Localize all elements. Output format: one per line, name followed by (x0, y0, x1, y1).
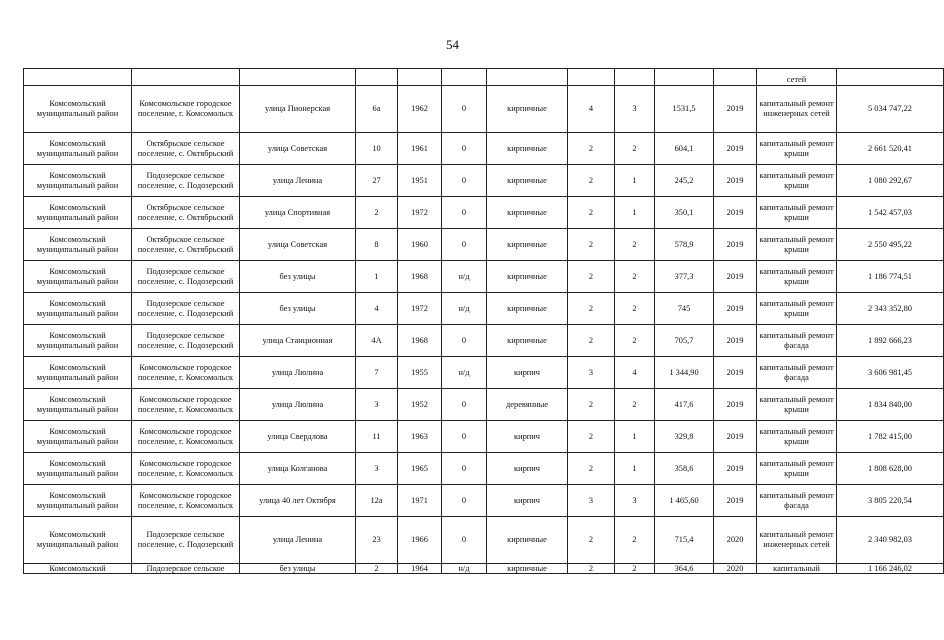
plan-year-cell: 2019 (714, 197, 757, 229)
floors-cell: 2 (568, 325, 615, 357)
house-number-cell: 3 (356, 453, 398, 485)
entrances-cell: 3 (615, 86, 655, 133)
work-type-cell: капитальный ремонт крыши (757, 421, 837, 453)
wall-material-cell: кирпичные (487, 133, 568, 165)
status-cell: 0 (442, 165, 487, 197)
build-year-cell: 1961 (398, 133, 442, 165)
district-cell: Комсомольский муниципальный район (24, 229, 132, 261)
status-cell: 0 (442, 421, 487, 453)
entrances-cell: 2 (615, 564, 655, 574)
floor-area-cell: 705,7 (655, 325, 714, 357)
street-cell: улица 40 лет Октября (240, 485, 356, 517)
house-number-cell: 4 (356, 293, 398, 325)
settlement-cell: Подозерское сельское поселение, с. Подозерский (132, 325, 240, 357)
floors-cell: 2 (568, 261, 615, 293)
entrances-cell: 1 (615, 197, 655, 229)
district-cell: Комсомольский муниципальный район (24, 389, 132, 421)
work-type-cell: капитальный ремонт инженерных сетей (757, 86, 837, 133)
floors-cell: 2 (568, 389, 615, 421)
street-cell: улица Люлина (240, 389, 356, 421)
district-cell: Комсомольский муниципальный район (24, 357, 132, 389)
floor-area-cell: 329,8 (655, 421, 714, 453)
wall-material-cell: кирпичные (487, 86, 568, 133)
table-row (24, 517, 944, 564)
wall-material-cell: кирпичные (487, 325, 568, 357)
street-cell: улица Спортивная (240, 197, 356, 229)
work-type-cell: капитальный ремонт крыши (757, 133, 837, 165)
district-cell: Комсомольский муниципальный район (24, 485, 132, 517)
cost-cell: 1 782 415,00 (837, 421, 944, 453)
district-cell: Комсомольский муниципальный район (24, 261, 132, 293)
street-cell: улица Колганова (240, 453, 356, 485)
floor-area-cell: 245,2 (655, 165, 714, 197)
build-year-cell: 1955 (398, 357, 442, 389)
table-row (24, 389, 944, 421)
status-cell: 0 (442, 325, 487, 357)
house-number-cell: 2 (356, 197, 398, 229)
status-cell: 0 (442, 133, 487, 165)
work-type-cell: капитальный ремонт крыши (757, 453, 837, 485)
district-cell: Комсомольский муниципальный район (24, 517, 132, 564)
floor-area-cell: 417,6 (655, 389, 714, 421)
work-type-cell: капитальный ремонт фасада (757, 325, 837, 357)
cost-cell: 1 892 666,23 (837, 325, 944, 357)
page-number: 54 (446, 37, 459, 52)
build-year-cell: 1966 (398, 517, 442, 564)
district-cell: Комсомольский муниципальный район (24, 86, 132, 133)
house-number-cell: 6а (356, 86, 398, 133)
floors-cell: 2 (568, 564, 615, 574)
work-type-cell: капитальный ремонт фасада (757, 357, 837, 389)
cost-cell: 1 834 840,00 (837, 389, 944, 421)
floor-area-cell: 715,4 (655, 517, 714, 564)
build-year-cell: 1952 (398, 389, 442, 421)
table-row-continued (24, 69, 944, 86)
house-number-cell: 8 (356, 229, 398, 261)
table-row (24, 293, 944, 325)
build-year-cell: 1962 (398, 86, 442, 133)
floor-area-cell: 1 465,60 (655, 485, 714, 517)
entrances-cell: 2 (615, 325, 655, 357)
settlement-cell: Комсомольское городское поселение, г. Комсомольск (132, 421, 240, 453)
settlement-cell: Комсомольское городское поселение, г. Комсомольск (132, 453, 240, 485)
build-year-cell: 1960 (398, 229, 442, 261)
floor-area-cell: 364,6 (655, 564, 714, 574)
wall-material-cell: кирпичные (487, 293, 568, 325)
floors-cell: 3 (568, 485, 615, 517)
district-cell: Комсомольский муниципальный район (24, 197, 132, 229)
status-cell: 0 (442, 389, 487, 421)
cost-cell: 1 080 292,67 (837, 165, 944, 197)
entrances-cell: 2 (615, 517, 655, 564)
wall-material-cell: кирпичные (487, 197, 568, 229)
cost-cell: 2 661 520,41 (837, 133, 944, 165)
house-number-cell: 7 (356, 357, 398, 389)
build-year-cell: 1963 (398, 421, 442, 453)
settlement-cell: Подозерское сельское поселение, с. Подозерский (132, 261, 240, 293)
wall-material-cell: кирпичные (487, 517, 568, 564)
plan-year-cell: 2020 (714, 564, 757, 574)
status-cell: н/д (442, 293, 487, 325)
district-cell: Комсомольский муниципальный район (24, 421, 132, 453)
cost-cell: 3 606 981,45 (837, 357, 944, 389)
work-type-cell: сетей (757, 69, 837, 86)
floors-cell: 2 (568, 421, 615, 453)
build-year-cell: 1965 (398, 453, 442, 485)
cost-cell: 3 805 220,54 (837, 485, 944, 517)
entrances-cell: 4 (615, 357, 655, 389)
floors-cell: 2 (568, 229, 615, 261)
house-number-cell: 10 (356, 133, 398, 165)
build-year-cell: 1972 (398, 197, 442, 229)
house-number-cell: 11 (356, 421, 398, 453)
floor-area-cell: 358,6 (655, 453, 714, 485)
floors-cell: 4 (568, 86, 615, 133)
district-cell: Комсомольский муниципальный район (24, 165, 132, 197)
table-row (24, 86, 944, 133)
settlement-cell: Октябрьское сельское поселение, с. Октябрьский (132, 133, 240, 165)
street-cell: улица Советская (240, 229, 356, 261)
work-type-cell: капитальный ремонт крыши (757, 229, 837, 261)
work-type-cell: капитальный ремонт крыши (757, 261, 837, 293)
housing-repair-table (23, 68, 944, 574)
entrances-cell: 2 (615, 229, 655, 261)
table-row (24, 485, 944, 517)
plan-year-cell: 2019 (714, 133, 757, 165)
entrances-cell: 2 (615, 261, 655, 293)
plan-year-cell: 2019 (714, 229, 757, 261)
street-cell: без улицы (240, 261, 356, 293)
street-cell: улица Пионерская (240, 86, 356, 133)
house-number-cell: 27 (356, 165, 398, 197)
build-year-cell: 1964 (398, 564, 442, 574)
settlement-cell: Подозерское сельское поселение, с. Подозерский (132, 517, 240, 564)
entrances-cell: 2 (615, 293, 655, 325)
plan-year-cell: 2020 (714, 517, 757, 564)
plan-year-cell: 2019 (714, 421, 757, 453)
district-cell: Комсомольский муниципальный район (24, 293, 132, 325)
settlement-cell: Комсомольское городское поселение, г. Комсомольск (132, 86, 240, 133)
table-row (24, 421, 944, 453)
street-cell: улица Свердлова (240, 421, 356, 453)
house-number-cell: 4А (356, 325, 398, 357)
settlement-cell: Подозерское сельское поселение, с. Подозерский (132, 165, 240, 197)
district-cell: Комсомольский муниципальный район (24, 133, 132, 165)
work-type-cell: капитальный ремонт крыши (757, 389, 837, 421)
floor-area-cell: 604,1 (655, 133, 714, 165)
settlement-cell: Октябрьское сельское поселение, с. Октябрьский (132, 229, 240, 261)
street-cell: улица Станционная (240, 325, 356, 357)
entrances-cell: 2 (615, 133, 655, 165)
street-cell: улица Люлина (240, 357, 356, 389)
settlement-cell: Подозерское сельское (132, 564, 240, 574)
street-cell: улица Ленина (240, 165, 356, 197)
wall-material-cell: кирпичные (487, 229, 568, 261)
house-number-cell: 1 (356, 261, 398, 293)
settlement-cell: Комсомольское городское поселение, г. Комсомольск (132, 357, 240, 389)
work-type-cell: капитальный ремонт инженерных сетей (757, 517, 837, 564)
table-row (24, 197, 944, 229)
table-row (24, 564, 944, 574)
cost-cell: 1 186 774,51 (837, 261, 944, 293)
street-cell: улица Ленина (240, 517, 356, 564)
build-year-cell: 1951 (398, 165, 442, 197)
settlement-cell: Комсомольское городское поселение, г. Комсомольск (132, 485, 240, 517)
table-row (24, 357, 944, 389)
street-cell: улица Советская (240, 133, 356, 165)
floors-cell: 2 (568, 165, 615, 197)
cost-cell: 1 808 628,00 (837, 453, 944, 485)
table-row (24, 325, 944, 357)
status-cell: н/д (442, 564, 487, 574)
settlement-cell: Подозерское сельское поселение, с. Подозерский (132, 293, 240, 325)
floor-area-cell: 1531,5 (655, 86, 714, 133)
entrances-cell: 1 (615, 165, 655, 197)
build-year-cell: 1972 (398, 293, 442, 325)
plan-year-cell: 2019 (714, 325, 757, 357)
status-cell: н/д (442, 261, 487, 293)
house-number-cell: 12а (356, 485, 398, 517)
plan-year-cell: 2019 (714, 165, 757, 197)
house-number-cell: 23 (356, 517, 398, 564)
floor-area-cell: 578,9 (655, 229, 714, 261)
floors-cell: 3 (568, 357, 615, 389)
wall-material-cell: кирпичные (487, 261, 568, 293)
cost-cell: 2 340 982,03 (837, 517, 944, 564)
wall-material-cell: кирпич (487, 485, 568, 517)
district-cell: Комсомольский (24, 564, 132, 574)
build-year-cell: 1968 (398, 261, 442, 293)
work-type-cell: капитальный ремонт крыши (757, 293, 837, 325)
district-cell: Комсомольский муниципальный район (24, 325, 132, 357)
plan-year-cell: 2019 (714, 389, 757, 421)
table-row (24, 165, 944, 197)
wall-material-cell: кирпичные (487, 564, 568, 574)
work-type-cell: капитальный (757, 564, 837, 574)
status-cell: 0 (442, 229, 487, 261)
work-type-cell: капитальный ремонт фасада (757, 485, 837, 517)
street-cell: без улицы (240, 564, 356, 574)
house-number-cell: 3 (356, 389, 398, 421)
floors-cell: 2 (568, 197, 615, 229)
settlement-cell: Комсомольское городское поселение, г. Комсомольск (132, 389, 240, 421)
plan-year-cell: 2019 (714, 357, 757, 389)
wall-material-cell: кирпич (487, 453, 568, 485)
wall-material-cell: кирпич (487, 357, 568, 389)
status-cell: 0 (442, 485, 487, 517)
plan-year-cell: 2019 (714, 293, 757, 325)
district-cell: Комсомольский муниципальный район (24, 453, 132, 485)
work-type-cell: капитальный ремонт крыши (757, 197, 837, 229)
plan-year-cell: 2019 (714, 485, 757, 517)
build-year-cell: 1968 (398, 325, 442, 357)
cost-cell: 1 166 246,02 (837, 564, 944, 574)
entrances-cell: 1 (615, 453, 655, 485)
wall-material-cell: деревянные (487, 389, 568, 421)
floors-cell: 2 (568, 293, 615, 325)
table-row (24, 133, 944, 165)
status-cell: 0 (442, 517, 487, 564)
status-cell: н/д (442, 357, 487, 389)
status-cell: 0 (442, 197, 487, 229)
status-cell: 0 (442, 86, 487, 133)
entrances-cell: 1 (615, 421, 655, 453)
floor-area-cell: 377,3 (655, 261, 714, 293)
cost-cell: 2 550 495,22 (837, 229, 944, 261)
wall-material-cell: кирпич (487, 421, 568, 453)
table-row (24, 261, 944, 293)
entrances-cell: 3 (615, 485, 655, 517)
settlement-cell: Октябрьское сельское поселение, с. Октябрьский (132, 197, 240, 229)
status-cell: 0 (442, 453, 487, 485)
floor-area-cell: 1 344,90 (655, 357, 714, 389)
cost-cell: 5 034 747,22 (837, 86, 944, 133)
build-year-cell: 1971 (398, 485, 442, 517)
floor-area-cell: 350,1 (655, 197, 714, 229)
house-number-cell: 2 (356, 564, 398, 574)
work-type-cell: капитальный ремонт крыши (757, 165, 837, 197)
wall-material-cell: кирпичные (487, 165, 568, 197)
street-cell: без улицы (240, 293, 356, 325)
plan-year-cell: 2019 (714, 261, 757, 293)
floors-cell: 2 (568, 453, 615, 485)
table-row (24, 453, 944, 485)
floors-cell: 2 (568, 133, 615, 165)
entrances-cell: 2 (615, 389, 655, 421)
table-row (24, 229, 944, 261)
plan-year-cell: 2019 (714, 453, 757, 485)
floors-cell: 2 (568, 517, 615, 564)
floor-area-cell: 745 (655, 293, 714, 325)
cost-cell: 1 542 457,03 (837, 197, 944, 229)
plan-year-cell: 2019 (714, 86, 757, 133)
cost-cell: 2 343 352,80 (837, 293, 944, 325)
